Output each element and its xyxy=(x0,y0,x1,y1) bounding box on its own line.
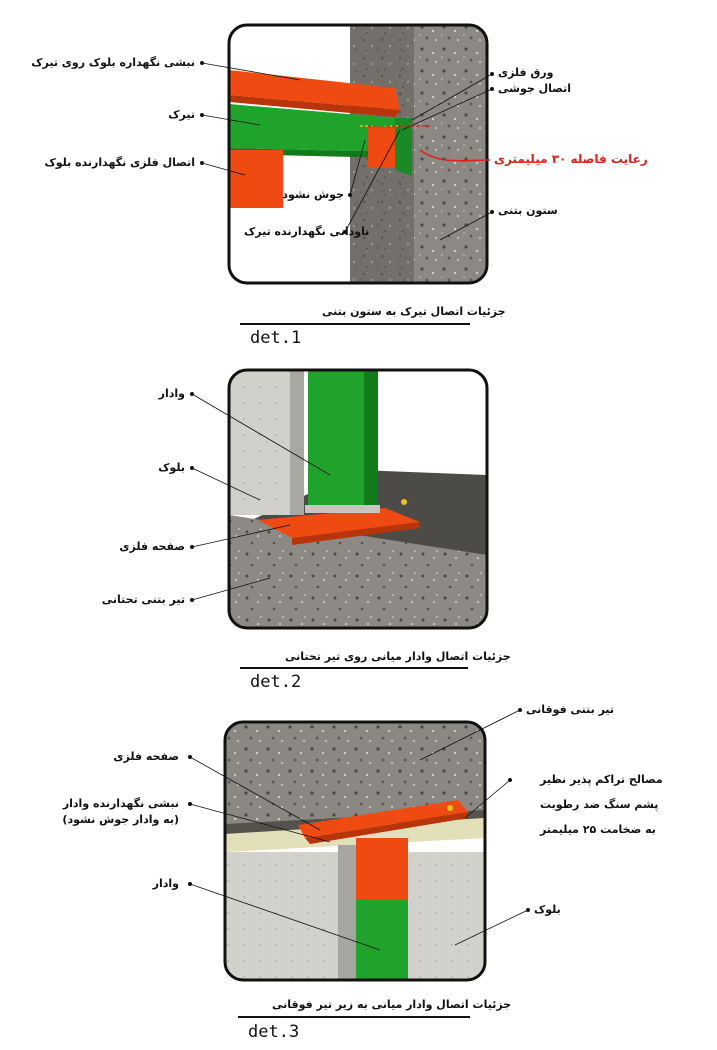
label-material-line2: پشم سنگ ضد رطوبت xyxy=(540,798,659,811)
label-block-bracket: اتصال فلزی نگهدارنده بلوک xyxy=(44,156,195,169)
label-material-line3: به ضخامت ۲۵ میلیمتر xyxy=(540,823,656,836)
label-block-angle: نبشی نگهداره بلوک روی تیرک xyxy=(31,56,195,69)
det1-id: det.1 xyxy=(250,328,302,348)
label-channel: ناودانی نگهدارنده تیرک xyxy=(244,225,370,238)
det2-caption: جزئیات اتصال وادار میانی روی تیر تحتانی xyxy=(285,650,511,663)
label-plate: صفحه فلزی xyxy=(113,750,179,763)
block-bracket xyxy=(229,150,283,208)
label-plate: صفحه فلزی xyxy=(119,540,185,553)
label-weld-joint: اتصال جوشی xyxy=(498,82,572,95)
det1-caption: جزئیات اتصال تیرک به ستون بتنی xyxy=(322,305,506,318)
det3-caption-rule xyxy=(238,1016,470,1018)
stud-angle xyxy=(356,838,408,900)
detail-3 xyxy=(0,700,717,1050)
label-lower-beam: تیر بتنی تحتانی xyxy=(101,593,185,606)
detail-2 xyxy=(0,350,717,700)
label-metal-sheet: ورق فلزی xyxy=(498,66,554,79)
label-upper-beam: تیر بتنی فوقانی xyxy=(526,703,615,716)
label-no-weld: جوش نشود xyxy=(282,188,344,201)
label-stud: وادار xyxy=(152,877,179,890)
det1-caption-rule xyxy=(240,323,470,325)
label-beam: تیرک xyxy=(168,108,195,121)
det1-drawing xyxy=(0,0,717,350)
det3-caption: جزئیات اتصال وادار میانی به زیر تیر فوقانی xyxy=(272,998,512,1011)
det3-id: det.3 xyxy=(248,1022,300,1042)
stud xyxy=(308,370,364,508)
label-gap-note: رعایت فاصله ۳۰ میلیمتری xyxy=(494,152,648,166)
label-material-line1: مصالح تراکم پذیر نظیر xyxy=(540,773,663,786)
label-stud: وادار xyxy=(158,387,185,400)
detail-1 xyxy=(0,0,717,350)
det2-id: det.2 xyxy=(250,672,302,692)
label-block: بلوک xyxy=(158,461,185,474)
det2-drawing xyxy=(0,350,717,700)
det2-caption-rule xyxy=(240,667,468,669)
label-block: بلوک xyxy=(534,903,561,916)
label-angle-line2: (به وادار جوش نشود) xyxy=(62,813,179,826)
stud xyxy=(356,900,408,980)
label-angle-line1: نبشی نگهدارنده وادار xyxy=(62,797,179,810)
label-column: ستون بتنی xyxy=(498,204,558,217)
